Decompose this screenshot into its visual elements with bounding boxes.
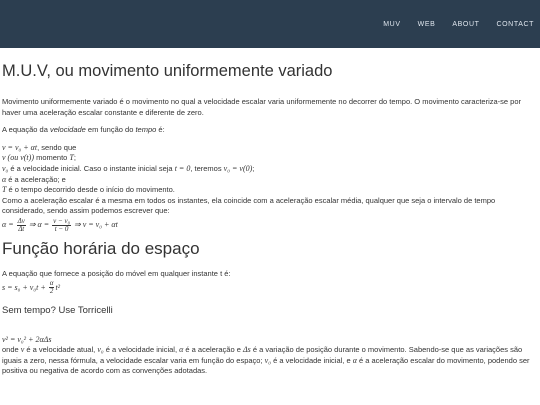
frac-denominator: 2 [49, 287, 54, 296]
position-eq-a: s = s₀ + v₀t + [2, 282, 48, 292]
nav-link-web[interactable]: WEB [417, 20, 436, 28]
velocity-word: velocidade [49, 125, 86, 135]
def-v0-text2: , teremos [190, 163, 224, 173]
position-equation [2, 280, 538, 296]
tdef-c: é a velocidade inicial, [103, 345, 180, 355]
fraction-alpha-over-2 [49, 280, 55, 295]
section-title-space-function: Função horária do espaço [2, 238, 200, 258]
navbar [0, 0, 540, 48]
def-T-text: é o tempo decorrido desde o início do movimento. [6, 185, 175, 195]
accel-eq-c: ⇒ v = v₀ + αt [72, 219, 118, 229]
torricelli-equation: v² = v₀² + 2αΔs [2, 334, 52, 344]
nav-links [366, 0, 534, 48]
tdef-v: v [20, 345, 25, 355]
page-title: M.U.V, ou movimento uniformemente variado [2, 62, 333, 80]
acceleration-equation [2, 217, 538, 233]
def-v-end: ; [73, 153, 76, 163]
tdef-alpha: α [179, 345, 184, 355]
position-intro: A equação que fornece a posição do móvel em qualquer instante t é: [2, 268, 231, 278]
torricelli-equation-line [2, 335, 538, 346]
equation-intro-a: A equação da [2, 125, 50, 135]
frac-denominator: Δt [18, 224, 25, 233]
def-v0-math: v₀ [2, 163, 9, 173]
def-v-line [2, 153, 538, 164]
tdef-ds: Δs [242, 345, 251, 355]
tdef-v0b: v₀ [264, 355, 271, 365]
def-T-line [2, 185, 538, 196]
nav-link-contact[interactable]: CONTACT [496, 20, 534, 28]
accel-eq-b: ⇒ α = [26, 219, 52, 229]
nav-link-muv[interactable]: MUV [383, 20, 401, 28]
def-alpha-math: α [2, 174, 7, 184]
equation-intro-b: em função do [85, 125, 136, 135]
equation-intro [2, 125, 538, 136]
def-v0-end: ; [252, 163, 255, 173]
velocity-formula: v = v₀ + αt [2, 142, 38, 152]
tdef-a: onde [2, 345, 21, 355]
def-v0-text: é a velocidade inicial. Caso o instante inicial seja [8, 163, 175, 173]
torricelli-definitions [2, 345, 538, 377]
nav-link-about[interactable]: ABOUT [452, 20, 480, 28]
def-T-math: T [2, 185, 7, 195]
velocity-formula-suffix: , sendo que [37, 142, 77, 152]
def-v0-line [2, 164, 538, 175]
tdef-d: é a aceleração e [183, 345, 243, 355]
main-content [0, 58, 540, 377]
def-v-math: v (ou v(t)) [2, 153, 34, 163]
def-v-t: T [69, 153, 74, 163]
frac-numerator: v − v₀ [53, 216, 71, 225]
frac-numerator: α [49, 279, 54, 288]
torricelli-subtitle: Sem tempo? Use Torricelli [2, 304, 113, 316]
def-alpha-line [2, 175, 538, 186]
frac-denominator: t − 0 [54, 224, 69, 233]
acceleration-paragraph: Como a aceleração escalar é a mesma em todos os instantes, ela coincide com a aceleração escalar média, qualquer que seja o intervalo de tempo considerado, sendo assim podemos escrever que: [2, 195, 496, 216]
def-v-text: momento [33, 153, 70, 163]
equation-intro-c: é: [156, 125, 165, 135]
tdef-v0: v₀ [97, 345, 104, 355]
time-word: tempo [135, 125, 157, 135]
intro-paragraph: Movimento uniformemente variado é o movimento no qual a velocidade escalar varia uniformemente no decorrer do tempo. O movimento caracteriza-se por haver uma aceleração escalar constante e diferente de zero. [2, 97, 522, 117]
def-v0-eq: v₀ = v(0) [223, 163, 253, 173]
def-alpha-text: é a aceleração; e [6, 174, 66, 184]
position-eq-b: t² [55, 282, 61, 292]
def-v0-t0: t = 0 [174, 163, 191, 173]
velocity-formula-line [2, 143, 538, 154]
fraction-v-minus-v0 [52, 218, 71, 233]
tdef-g: é a aceleração escalar do movimento, podendo ser positiva ou negativa de acordo com as convenções adotadas. [2, 355, 530, 376]
tdef-b: é a velocidade atual, [24, 345, 98, 355]
fraction-delta-v-delta-t [17, 218, 26, 233]
tdef-alpha2: α [352, 355, 357, 365]
frac-numerator: Δv [17, 216, 25, 225]
tdef-f: é a velocidade inicial, e [271, 355, 353, 365]
tdef-e: é a variação de posição durante o movimento. Sabendo-se que as variações são iguais a zero, nessa fórmula, a velocidade escalar varia em função do espaço; [2, 345, 523, 365]
accel-eq-a: α = [2, 219, 16, 229]
